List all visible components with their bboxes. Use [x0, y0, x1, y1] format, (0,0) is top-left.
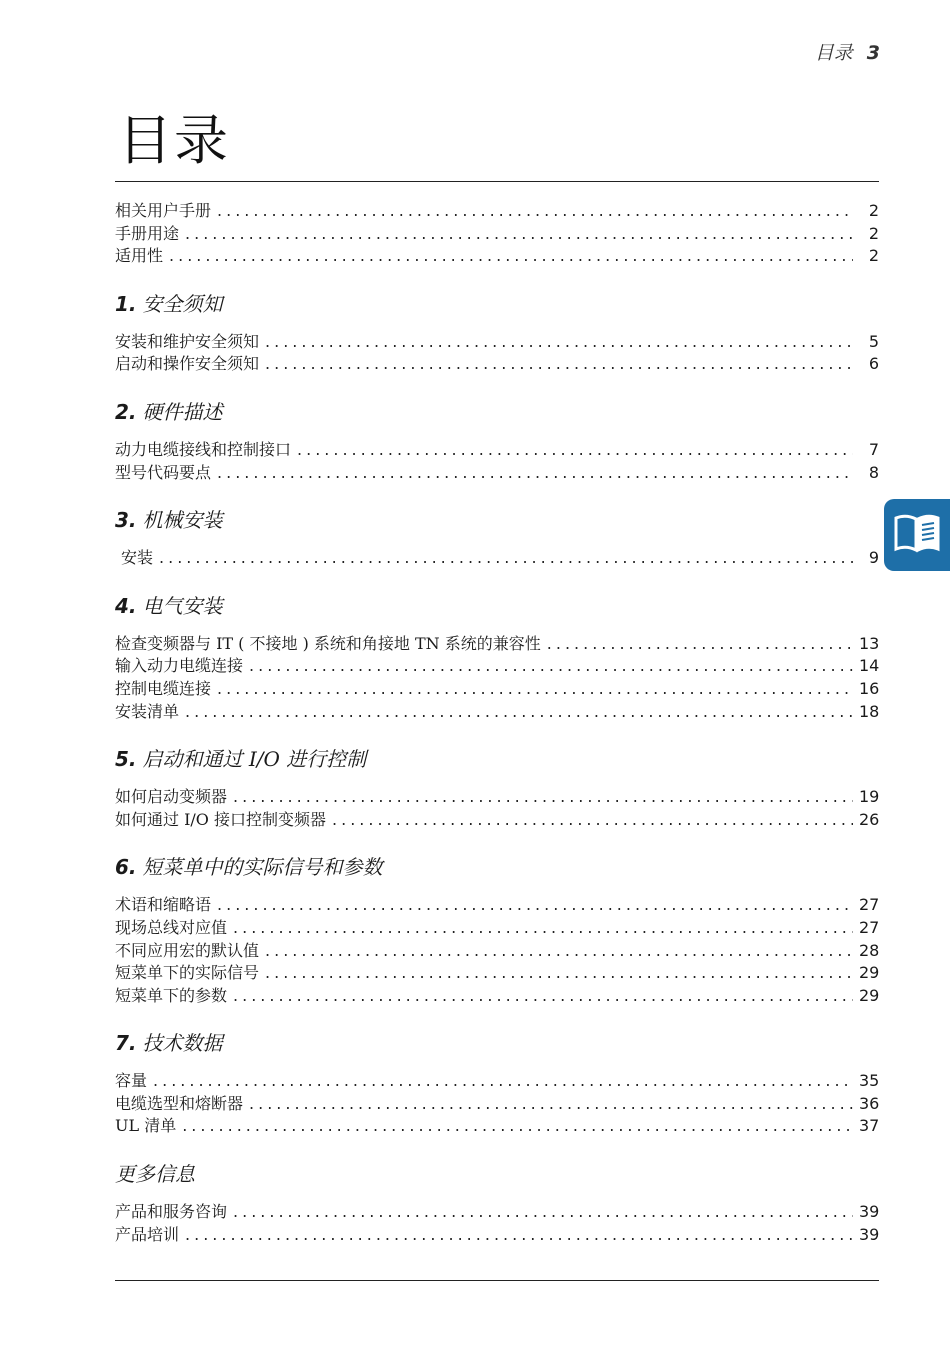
dot-leader — [265, 331, 853, 354]
toc-entry[interactable] — [115, 962, 879, 985]
toc-entry[interactable] — [115, 547, 879, 570]
toc-entry-title: 产品和服务咨询 — [115, 1202, 228, 1222]
toc-entry[interactable] — [115, 462, 879, 485]
toc-entry-title: 容量 — [115, 1071, 148, 1091]
toc-entry[interactable] — [115, 200, 879, 223]
toc-entry-page: 27 — [859, 917, 880, 937]
dot-leader — [217, 894, 853, 917]
toc-entry-title: 手册用途 — [115, 223, 180, 243]
book-icon — [892, 512, 942, 558]
section-number: 4. — [115, 593, 137, 618]
toc-entry[interactable] — [115, 245, 879, 268]
section-heading[interactable] — [115, 376, 879, 439]
section-title: 更多信息 — [115, 1162, 195, 1187]
section-number: 1. — [115, 291, 137, 316]
toc-entry-page: 36 — [859, 1093, 880, 1113]
toc-entry-title: 不同应用宏的默认值 — [115, 940, 260, 960]
toc-entry[interactable] — [115, 786, 879, 809]
section-heading[interactable] — [115, 484, 879, 547]
dot-leader — [332, 809, 853, 832]
toc-entry[interactable] — [115, 1093, 879, 1116]
toc-entry-page: 2 — [868, 223, 879, 243]
toc-entry[interactable] — [115, 331, 879, 354]
toc-entry-title: 启动和操作安全须知 — [115, 354, 260, 374]
dot-leader — [217, 462, 853, 485]
section-number: 7. — [115, 1031, 137, 1056]
toc-entry-page: 19 — [859, 787, 880, 807]
toc-entry-page: 8 — [868, 462, 879, 482]
dot-leader — [249, 655, 853, 678]
dot-leader — [249, 1093, 853, 1116]
toc-entry-page: 29 — [859, 963, 880, 983]
dot-leader — [233, 917, 853, 940]
dot-leader — [169, 245, 853, 268]
toc-entry-page: 27 — [859, 895, 880, 915]
dot-leader — [185, 223, 853, 246]
toc-entry[interactable] — [115, 678, 879, 701]
toc-entry-page: 35 — [859, 1071, 880, 1091]
section-title: 技术数据 — [142, 1031, 223, 1056]
section-heading[interactable] — [115, 1138, 879, 1201]
toc-entry[interactable] — [115, 655, 879, 678]
toc-entry[interactable] — [115, 1224, 879, 1247]
section-number: 3. — [115, 508, 137, 533]
toc-entry-title: 短菜单下的实际信号 — [115, 963, 260, 983]
dot-leader — [185, 701, 853, 724]
section-title: 短菜单中的实际信号和参数 — [142, 855, 383, 880]
dot-leader — [233, 985, 853, 1008]
toc-entry-page: 2 — [868, 246, 879, 266]
toc-entry[interactable] — [115, 809, 879, 832]
dot-leader — [217, 678, 853, 701]
toc-entry-page: 39 — [859, 1202, 880, 1222]
toc-entry-title: 相关用户手册 — [115, 201, 212, 220]
table-of-contents — [115, 200, 879, 1246]
bottom-divider — [115, 1280, 879, 1281]
toc-entry[interactable] — [115, 917, 879, 940]
page-title: 目录 — [118, 109, 230, 172]
toc-entry[interactable] — [115, 894, 879, 917]
section-heading[interactable] — [115, 1007, 879, 1070]
side-tab[interactable] — [884, 499, 950, 571]
toc-entry-title: 适用性 — [115, 246, 164, 266]
toc-entry-title: 安装和维护安全须知 — [115, 331, 260, 351]
toc-entry-title: 如何启动变频器 — [115, 787, 228, 807]
toc-entry-title: 动力电缆接线和控制接口 — [115, 439, 292, 459]
top-divider — [115, 181, 879, 182]
toc-entry-page: 14 — [859, 656, 880, 676]
toc-entry-page: 7 — [868, 439, 879, 459]
toc-entry-page: 29 — [859, 985, 880, 1005]
section-title: 安全须知 — [142, 291, 223, 316]
dot-leader — [217, 200, 853, 223]
toc-entry-title: 产品培训 — [115, 1224, 180, 1244]
toc-entry-title: 控制电缆连接 — [115, 678, 212, 698]
dot-leader — [265, 353, 853, 376]
toc-entry-page: 13 — [859, 633, 880, 653]
dot-leader — [185, 1224, 853, 1247]
toc-entry-page: 26 — [859, 809, 880, 829]
toc-entry-title: 输入动力电缆连接 — [115, 656, 244, 676]
section-title: 电气安装 — [142, 593, 223, 618]
toc-entry-title: 短菜单下的参数 — [115, 985, 228, 1005]
dot-leader — [265, 962, 853, 985]
section-number: 6. — [115, 855, 137, 880]
toc-entry[interactable] — [115, 439, 879, 462]
toc-entry[interactable] — [115, 701, 879, 724]
toc-entry-title: 如何通过 I/O 接口控制变频器 — [115, 809, 327, 829]
toc-entry-title: 检查变频器与 IT ( 不接地 ) 系统和角接地 TN 系统的兼容性 — [115, 633, 541, 653]
toc-entry-page: 37 — [859, 1116, 880, 1136]
dot-leader — [159, 547, 853, 570]
section-title: 机械安装 — [142, 508, 223, 533]
toc-entry-page: 28 — [859, 940, 880, 960]
dot-leader — [153, 1070, 853, 1093]
section-heading[interactable] — [115, 268, 879, 331]
running-header — [815, 38, 880, 65]
section-title: 硬件描述 — [142, 399, 223, 424]
toc-entry-title: 安装 — [121, 548, 154, 568]
dot-leader — [547, 633, 853, 656]
section-heading[interactable] — [115, 723, 879, 786]
toc-entry-title: 现场总线对应值 — [115, 917, 228, 937]
toc-entry-page: 9 — [868, 548, 879, 568]
toc-entry[interactable] — [115, 1201, 879, 1224]
section-heading[interactable] — [115, 831, 879, 894]
running-header-title: 目录 — [814, 42, 853, 64]
toc-entry[interactable] — [115, 1115, 879, 1138]
dot-leader — [297, 439, 853, 462]
toc-entry-title: 型号代码要点 — [115, 462, 212, 482]
toc-entry-title: 安装清单 — [115, 701, 180, 721]
dot-leader — [233, 786, 853, 809]
section-title: 启动和通过 I/O 进行控制 — [142, 747, 367, 772]
toc-entry-title: 术语和缩略语 — [115, 895, 212, 915]
dot-leader — [233, 1201, 853, 1224]
toc-entry-page: 6 — [868, 354, 879, 374]
toc-entry-page: 2 — [868, 201, 879, 220]
toc-entry-page: 5 — [868, 331, 879, 351]
page-number: 3 — [866, 42, 880, 64]
toc-entry[interactable] — [115, 985, 879, 1008]
dot-leader — [265, 940, 853, 963]
dot-leader — [182, 1115, 853, 1138]
toc-entry[interactable] — [115, 353, 879, 376]
toc-entry-page: 39 — [859, 1224, 880, 1244]
section-number: 5. — [115, 747, 137, 772]
toc-entry-page: 18 — [859, 701, 880, 721]
toc-entry[interactable] — [115, 940, 879, 963]
toc-entry-title: UL 清单 — [115, 1116, 177, 1136]
section-heading[interactable] — [115, 570, 879, 633]
toc-entry[interactable] — [115, 223, 879, 246]
section-number: 2. — [115, 399, 137, 424]
toc-entry-title: 电缆选型和熔断器 — [115, 1093, 244, 1113]
toc-entry-page: 16 — [859, 678, 880, 698]
toc-entry[interactable] — [115, 633, 879, 656]
toc-entry[interactable] — [115, 1070, 879, 1093]
